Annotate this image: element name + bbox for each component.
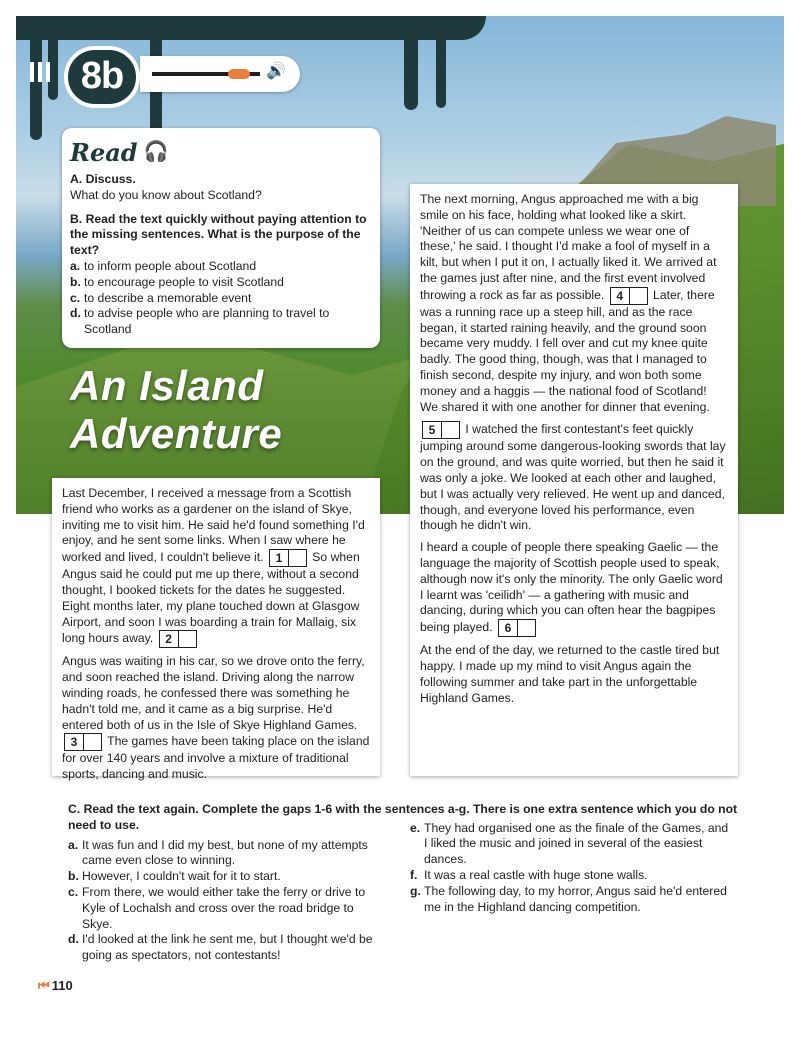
- paint-drip: [30, 30, 42, 140]
- sentence-d: d. I'd looked at the link he sent me, but I thought we'd be going as spectators, not contestants!: [68, 932, 373, 963]
- article-title: An Island Adventure: [70, 362, 283, 457]
- gap-3[interactable]: 3: [64, 733, 102, 751]
- gap-6[interactable]: 6: [498, 619, 536, 637]
- purpose-options: [70, 259, 372, 338]
- menu-bars-icon: [30, 62, 50, 82]
- option-c: c. to describe a memorable event: [70, 290, 252, 305]
- paint-drip: [436, 30, 446, 108]
- paragraph-1: Last December, I received a message from a Scottish friend who works as a gardener on the island of Skye, inviting me to visit him. He said he'd found something I'd enjoy, and he sent some links. When I saw where he worked and lived, I couldn't believe it. 1 So when Angus said he could put me up there, without a second thought, I booked tickets for the dates he suggested. Eight months later, my plane touched down at Glasgow Airport, and soon I was boarding a train for Mallaig, six long hours away. 2: [62, 486, 365, 647]
- paragraph-3: The next morning, Angus approached me with a big smile on his face, holding what looked like a skirt. 'Neither of us can compete unless we wear one of these,' he said. I thought I'd make a fool of myself in a kilt, but when I put it on, I actually liked it. We arrived at the games just after nine, and the first event involved throwing a rock as far as possible. 4 Later, there was a running race up a steep hill, and as the race began, it started raining heavily, and the ground soon became very muddy. I fell over and cut my knee quite badly. The good thing, though, was that I managed to finish second, despite my injury, and won both some money and a haggis — the national food of Scotland! We shared it with one another for dinner that evening.: [420, 192, 717, 414]
- task-c: [68, 802, 748, 964]
- article-column-left: [52, 478, 380, 782]
- paragraph-6: At the end of the day, we returned to the castle tired but happy. I made up my mind to visit Angus again the following summer and take part in the unforgettable Highland Games.: [420, 643, 720, 705]
- option-a: a. to inform people about Scotland: [70, 258, 257, 273]
- article-column-right: [410, 184, 738, 776]
- sentence-e: e. They had organised one as the finale of the Games, and I liked the music and joined in several of the easiest dances.: [410, 820, 729, 867]
- double-arrow-left-icon: ⏮: [38, 978, 50, 993]
- gap-2[interactable]: 2: [159, 630, 197, 648]
- question-a-label: A. Discuss.: [70, 172, 136, 186]
- audio-player[interactable]: [140, 56, 300, 92]
- gap-4[interactable]: 4: [610, 287, 648, 305]
- sentence-g: g. The following day, to my horror, Angus said he'd entered me in the Highland dancing competition.: [410, 883, 727, 914]
- option-b: b. to encourage people to visit Scotland: [70, 274, 284, 289]
- headphones-icon: 🎧: [143, 141, 169, 164]
- paragraph-2: Angus was waiting in his car, so we drove onto the ferry, and soon reached the island. Driving along the narrow winding roads, he confessed there was something he hadn't told me, and it came as a big surprise. He'd entered both of us in the Isle of Skye Highland Games. 3 The games have been taking place on the island for over 140 years and involve a mixture of traditional sports, dancing and music.: [62, 654, 370, 782]
- gap-5[interactable]: 5: [422, 421, 460, 439]
- sentence-options: [68, 820, 748, 964]
- question-a-text: What do you know about Scotland?: [70, 187, 262, 202]
- option-d: d. to advise people who are planning to travel to Scotland: [70, 306, 330, 337]
- read-box: [62, 128, 380, 348]
- sentence-f: f. It was a real castle with huge stone walls.: [410, 867, 648, 882]
- sentence-a: a. It was fun and I did my best, but none of my attempts came even close to winning.: [68, 837, 368, 868]
- read-title: Read: [70, 138, 138, 168]
- gap-1[interactable]: 1: [269, 549, 307, 567]
- paragraph-4: 5 I watched the first contestant's feet quickly jumping around some dangerous-looking swords that lay on the ground, and was quite worried, but then he said it was only a joke. We looked at each other and laughed, but I was actually very relieved. He went up and danced, though, and everyone loved his performance, even though he didn't win.: [420, 422, 726, 533]
- sentence-c: c. From there, we would either take the ferry or drive to Kyle of Lochalsh and cross over the road bridge to Skye.: [68, 884, 366, 931]
- speaker-icon[interactable]: 🔊: [266, 63, 286, 80]
- read-heading: [70, 134, 372, 172]
- audio-knob[interactable]: [228, 69, 250, 79]
- page-number: ⏮ 110: [38, 978, 73, 993]
- paragraph-5: I heard a couple of people there speaking Gaelic — the language the majority of Scottish people used to speak, although now it's only the minority. The only Gaelic word I learnt was 'ceilidh' — a gathering with music and dancing, during which you can often hear the bagpipes being played. 6: [420, 540, 723, 636]
- paint-drip: [404, 30, 418, 110]
- question-b-label: B. Read the text quickly without paying attention to the missing sentences. What is the purpose of the text?: [70, 211, 367, 258]
- task-c-label: C. Read the text again. Complete the gaps 1-6 with the sentences a-g. There is one extra sentence which you do not need to use.: [68, 802, 738, 832]
- sentence-b: b. However, I couldn't wait for it to start.: [68, 869, 281, 884]
- unit-badge: 8b: [64, 46, 140, 108]
